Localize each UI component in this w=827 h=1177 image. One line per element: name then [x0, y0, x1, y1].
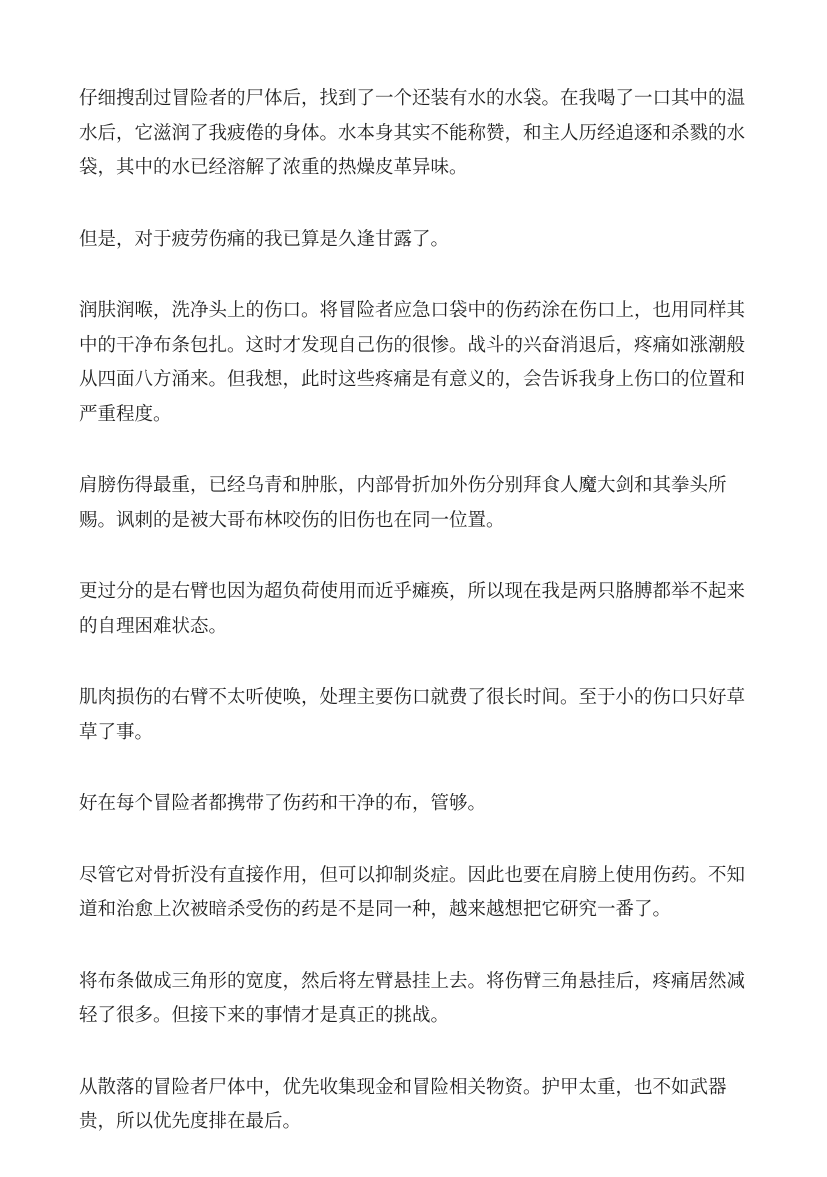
paragraph-10: 从散落的冒险者尸体中，优先收集现金和冒险相关物资。护甲太重，也不如武器贵，所以优先度排在最后。 — [79, 1076, 727, 1132]
paragraph-2: 但是，对于疲劳伤痛的我已算是久逢甘露了。 — [79, 228, 450, 250]
paragraph-3: 润肤润喉，洗净头上的伤口。将冒险者应急口袋中的伤药涂在伤口上，也用同样其中的干净布条包扎。这时才发现自己伤的很惨。战斗的兴奋消退后，疼痛如涨潮般从四面八方涌来。但我想，此时这些疼痛是有意义的，会告诉我身上伤口的位置和严重程度。 — [79, 300, 746, 425]
paragraph-4: 肩膀伤得最重，已经乌青和肿胀，内部骨折加外伤分别拜食人魔大剑和其拳头所赐。讽刺的是被大哥布林咬伤的旧伤也在同一位置。 — [79, 475, 727, 531]
paragraph-7: 好在每个冒险者都携带了伤药和干净的布，管够。 — [79, 793, 487, 814]
paragraph-8: 尽管它对骨折没有直接作用，但可以抑制炎症。因此也要在肩膀上使用伤药。不知道和治愈上次被暗杀受伤的药是不是同一种，越来越想把它研究一番了。 — [79, 864, 746, 920]
paragraph-6: 肌肉损伤的右臂不太听使唤，处理主要伤口就费了很长时间。至于小的伤口只好草草了事。 — [79, 687, 746, 743]
paragraph-9: 将布条做成三角形的宽度，然后将左臂悬挂上去。将伤臂三角悬挂后，疼痛居然减轻了很多。但接下来的事情才是真正的挑战。 — [79, 970, 746, 1026]
paragraph-5: 更过分的是右臂也因为超负荷使用而近乎瘫痪，所以现在我是两只胳膊都举不起来的自理困难状态。 — [79, 581, 746, 637]
document-body — [79, 82, 747, 1177]
paragraph-1: 仔细搜刮过冒险者的尸体后，找到了一个还装有水的水袋。在我喝了一口其中的温水后，它滋润了我疲倦的身体。水本身其实不能称赞，和主人历经追逐和杀戮的水袋，其中的水已经溶解了浓重的热燥皮革异味。 — [79, 88, 746, 178]
